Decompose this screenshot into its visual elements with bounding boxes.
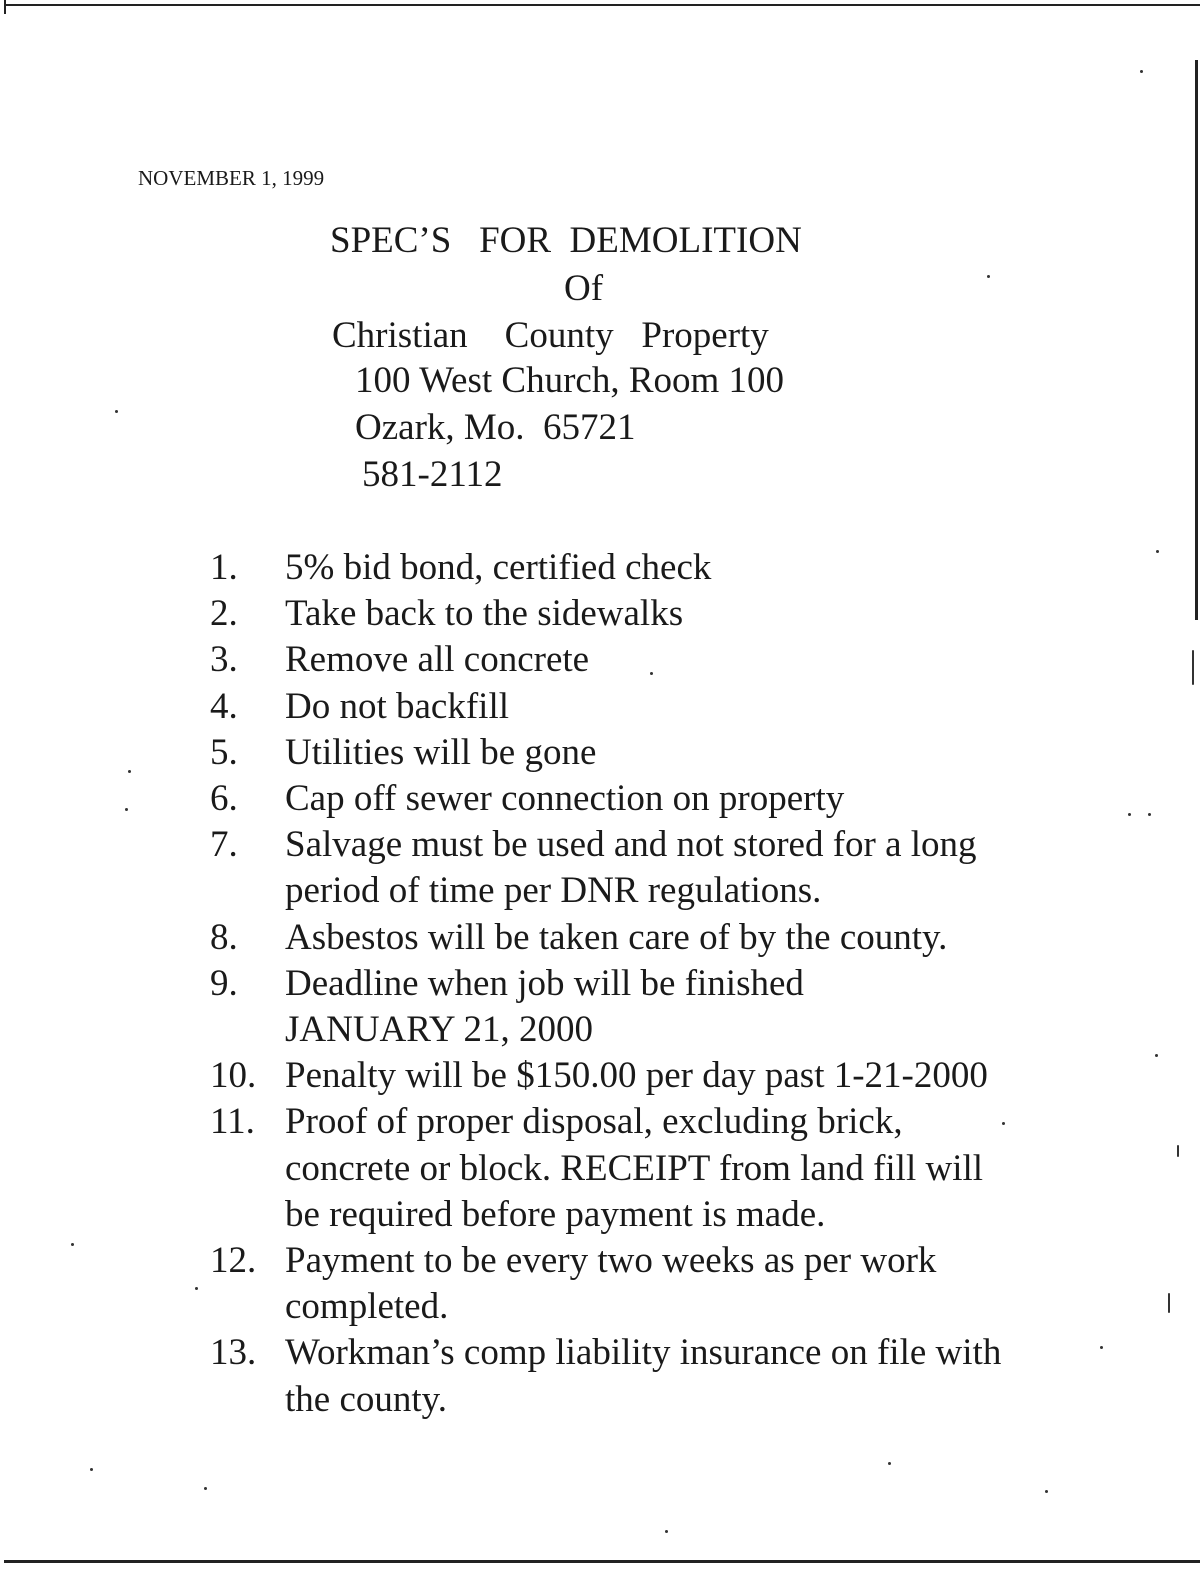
scan-speck (115, 410, 118, 413)
spec-item (210, 730, 1110, 776)
spec-item-line: Salvage must be used and not stored for a long (285, 824, 977, 866)
spec-item-number: 10. (210, 1055, 257, 1097)
spec-item-text (285, 961, 1110, 1053)
spec-item (210, 1330, 1110, 1422)
property-owner: Christian County Property (332, 315, 769, 356)
scan-speck (1156, 550, 1159, 553)
spec-item (210, 1053, 1110, 1099)
title-of: Of (564, 268, 604, 309)
spec-item-text (285, 545, 1110, 591)
spec-item-text (285, 822, 1110, 914)
scan-border-right (1195, 60, 1198, 620)
spec-item-line: 5% bid bond, certified check (285, 547, 712, 588)
scan-speck (195, 1287, 198, 1290)
spec-item-line: Remove all concrete (285, 639, 590, 681)
spec-item-text (285, 776, 1110, 822)
spec-item-line: completed. (285, 1286, 449, 1328)
spec-item-number: 6. (210, 778, 238, 820)
document-title: SPEC’S FOR DEMOLITION (330, 220, 802, 261)
scan-speck (1140, 70, 1143, 73)
spec-item-text (285, 637, 1110, 683)
scan-speck (888, 1462, 891, 1465)
spec-item (210, 961, 1110, 1053)
spec-item-line: Payment to be every two weeks as per work (285, 1240, 937, 1282)
spec-item-number: 4. (210, 685, 238, 727)
scan-speck (987, 275, 990, 278)
spec-item-number: 11. (210, 1101, 255, 1143)
spec-item-line: Proof of proper disposal, excluding brick, (285, 1101, 903, 1143)
spec-item-text (285, 1330, 1110, 1422)
scan-speck (1168, 1293, 1170, 1313)
spec-item-line: Take back to the sidewalks (285, 593, 684, 635)
spec-item-line: period of time per DNR regulations. (285, 870, 822, 912)
scan-speck (1177, 1145, 1179, 1157)
property-phone: 581-2112 (362, 454, 503, 495)
scan-border-top (4, 4, 1200, 6)
spec-item (210, 915, 1110, 961)
scan-speck (125, 808, 128, 811)
spec-item-line: Do not backfill (285, 685, 510, 727)
spec-item (210, 684, 1110, 730)
spec-item (210, 545, 1110, 591)
scan-speck (1045, 1490, 1048, 1493)
spec-item-text (285, 1099, 1110, 1238)
scan-border-left-tick (4, 0, 6, 14)
spec-item-number: 13. (210, 1332, 257, 1374)
spec-item-line: Workman’s comp liability insurance on file with (285, 1332, 1002, 1374)
property-address: 100 West Church, Room 100 (355, 360, 785, 401)
scan-speck (204, 1487, 207, 1490)
spec-item-text (285, 591, 1110, 637)
spec-item-text (285, 730, 1110, 776)
spec-item-line: JANUARY 21, 2000 (285, 1009, 594, 1051)
scan-speck (1148, 813, 1151, 816)
spec-item-line: Deadline when job will be finished (285, 962, 804, 1004)
spec-item-number: 9. (210, 962, 238, 1004)
scan-speck (90, 1468, 93, 1471)
spec-item-number: 5. (210, 731, 238, 773)
spec-item-line: Cap off sewer connection on property (285, 778, 845, 820)
spec-item-line: Utilities will be gone (285, 731, 597, 773)
property-city: Ozark, Mo. 65721 (355, 407, 636, 448)
spec-item-text (285, 684, 1110, 730)
spec-item-number: 3. (210, 639, 238, 681)
spec-item-text (285, 915, 1110, 961)
spec-item-number: 12. (210, 1240, 257, 1282)
spec-item-number: 2. (210, 593, 238, 635)
spec-item-number: 7. (210, 824, 238, 866)
spec-item (210, 1238, 1110, 1330)
document-date: NOVEMBER 1, 1999 (138, 166, 325, 190)
spec-item (210, 637, 1110, 683)
spec-item (210, 1099, 1110, 1238)
spec-item (210, 776, 1110, 822)
spec-item-line: Asbestos will be taken care of by the county. (285, 916, 948, 958)
spec-item (210, 822, 1110, 914)
scan-speck (1128, 813, 1131, 816)
spec-item-line: the county. (285, 1378, 448, 1420)
spec-item-line: be required before payment is made. (285, 1193, 826, 1235)
scan-speck (1155, 1054, 1158, 1057)
scan-speck (1192, 650, 1194, 685)
spec-item-number: 1. (210, 547, 238, 588)
spec-item (210, 591, 1110, 637)
spec-item-line: concrete or block. RECEIPT from land fill will (285, 1147, 984, 1189)
scan-speck (128, 770, 131, 773)
scan-speck (71, 1243, 74, 1246)
scan-speck (665, 1530, 668, 1533)
spec-list (210, 545, 1110, 1423)
spec-item-text (285, 1238, 1110, 1330)
spec-item-number: 8. (210, 916, 238, 958)
spec-item-line: Penalty will be $150.00 per day past 1-21-2000 (285, 1055, 988, 1097)
scan-border-bottom (4, 1560, 1200, 1563)
spec-item-text (285, 1053, 1110, 1099)
